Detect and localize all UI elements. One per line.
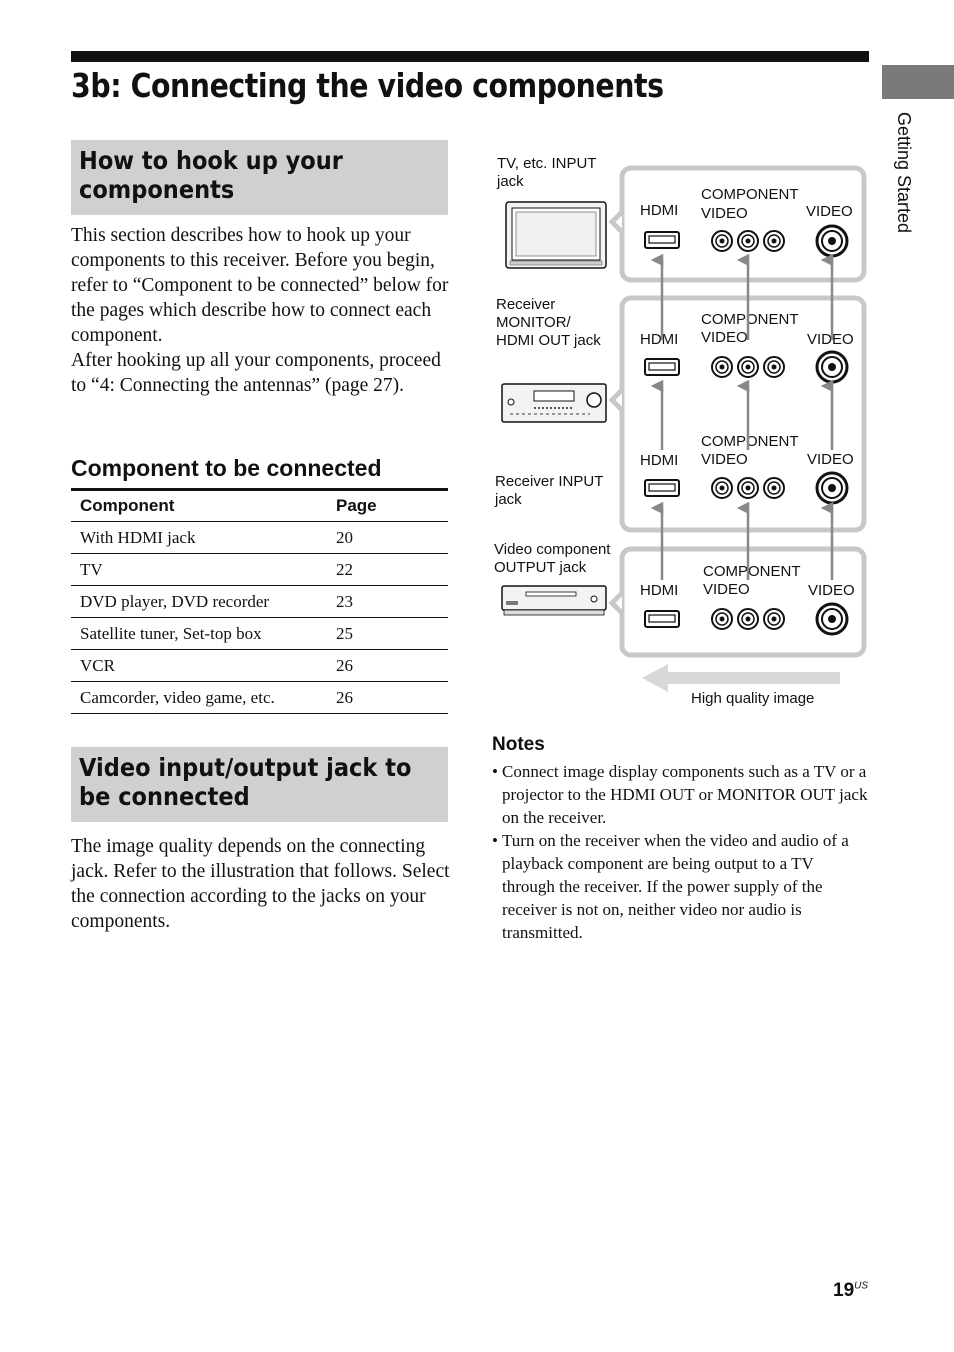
note-item: • Turn on the receiver when the video and audio of a playback component are being output to a TV through the receiver. If the power supply of the receiver is not on, neither video nor audio is transmitted. xyxy=(492,829,868,944)
rca-jack-icon xyxy=(712,231,732,251)
page-number-value: 19 xyxy=(833,1280,855,1301)
hdmi-jack-icon xyxy=(645,480,679,496)
component-video-label: VIDEO xyxy=(703,581,750,598)
rca-jack-icon xyxy=(738,357,758,377)
receiver-input-label: Receiver INPUT jack xyxy=(495,473,604,508)
video-jack-icon xyxy=(817,226,847,256)
hdmi-label: HDMI xyxy=(640,202,679,219)
dvd-player-illustration xyxy=(502,586,606,615)
rca-jack-icon xyxy=(712,357,732,377)
image-quality-paragraph: The image quality depends on the connecting jack. Refer to the illustration that follows. Select the connection according to the jacks on your components. xyxy=(71,836,450,932)
video-jack-icon xyxy=(817,352,847,382)
component-cell: VCR xyxy=(71,650,327,682)
component-video-label: VIDEO xyxy=(701,329,748,346)
section-heading-hook-up-text: How to hook up your components xyxy=(79,146,343,204)
section-heading-video-jack xyxy=(71,747,448,822)
connection-diagram xyxy=(490,150,870,720)
monitor-label: Receiver MONITOR/ HDMI OUT jack xyxy=(496,296,601,349)
quality-arrow-caption: High quality image xyxy=(691,690,815,707)
receiver-illustration xyxy=(502,384,606,422)
rca-jack-icon xyxy=(764,357,784,377)
table-header-row xyxy=(71,490,448,522)
page-cell: 22 xyxy=(327,554,448,586)
jack-row-tv xyxy=(640,186,853,256)
hdmi-jack-icon xyxy=(645,611,679,627)
video-label: VIDEO xyxy=(808,582,855,599)
component-label: COMPONENT xyxy=(703,563,801,580)
video-label: VIDEO xyxy=(807,331,854,348)
page-number-suffix: US xyxy=(854,1280,869,1292)
table-row xyxy=(71,682,448,714)
rca-jack-icon xyxy=(738,478,758,498)
section-heading-video-jack-text: Video input/output jack to be connected xyxy=(79,753,412,811)
hdmi-jack-icon xyxy=(645,359,679,375)
rca-jack-icon xyxy=(712,609,732,629)
component-label: COMPONENT xyxy=(701,186,799,203)
notes-list xyxy=(492,760,868,944)
note-item: • Connect image display components such as a TV or a projector to the HDMI OUT or MONITOR OUT jack on the receiver. xyxy=(492,760,868,829)
tv-label: TV, etc. INPUT jack xyxy=(497,155,597,190)
rca-jack-icon xyxy=(738,231,758,251)
rca-jack-icon xyxy=(764,609,784,629)
quality-arrow-icon xyxy=(642,664,840,692)
page-number xyxy=(833,1280,868,1302)
table-row xyxy=(71,522,448,554)
component-cell: With HDMI jack xyxy=(71,522,327,554)
page-cell: 23 xyxy=(327,586,448,618)
next-step-paragraph: After hooking up all your components, proceed to “4: Connecting the antennas” (page 27). xyxy=(71,350,441,396)
table-row xyxy=(71,554,448,586)
hdmi-jack-icon xyxy=(645,232,679,248)
hdmi-label: HDMI xyxy=(640,582,679,599)
rca-jack-icon xyxy=(764,478,784,498)
rca-jack-icon xyxy=(712,478,732,498)
column-header-component: Component xyxy=(71,490,327,522)
video-jack-icon xyxy=(817,604,847,634)
side-label-text: Getting Started xyxy=(894,112,914,234)
section-heading-hook-up xyxy=(71,140,448,215)
top-rule xyxy=(71,51,869,62)
table-row xyxy=(71,618,448,650)
column-header-page: Page xyxy=(327,490,448,522)
page-cell: 26 xyxy=(327,682,448,714)
component-cell: Satellite tuner, Set-top box xyxy=(71,618,327,650)
side-tab xyxy=(882,65,954,99)
video-label: VIDEO xyxy=(807,451,854,468)
rca-jack-icon xyxy=(738,609,758,629)
page-cell: 20 xyxy=(327,522,448,554)
rca-jack-icon xyxy=(764,231,784,251)
page-cell: 25 xyxy=(327,618,448,650)
video-jack-icon xyxy=(817,473,847,503)
table-row xyxy=(71,586,448,618)
notes-title: Notes xyxy=(492,734,545,755)
component-cell: TV xyxy=(71,554,327,586)
component-cell: Camcorder, video game, etc. xyxy=(71,682,327,714)
hdmi-label: HDMI xyxy=(640,331,679,348)
component-video-label: VIDEO xyxy=(701,205,748,222)
component-video-label: VIDEO xyxy=(701,451,748,468)
table-heading: Component to be connected xyxy=(71,455,382,481)
page-title: 3b: Connecting the video components xyxy=(71,66,664,105)
video-label: VIDEO xyxy=(806,203,853,220)
hdmi-label: HDMI xyxy=(640,452,679,469)
side-label xyxy=(880,112,926,262)
tv-illustration xyxy=(506,202,606,268)
video-output-label: Video component OUTPUT jack xyxy=(494,541,611,576)
table-row xyxy=(71,650,448,682)
page-cell: 26 xyxy=(327,650,448,682)
component-cell: DVD player, DVD recorder xyxy=(71,586,327,618)
component-table xyxy=(71,488,448,714)
component-label: COMPONENT xyxy=(701,311,799,328)
component-label: COMPONENT xyxy=(701,433,799,450)
intro-paragraph: This section describes how to hook up your components to this receiver. Before you begin, refer to “Component to be connected” below for the pages which describe how to connect each component. xyxy=(71,225,449,346)
tv-input-panel xyxy=(612,168,864,280)
